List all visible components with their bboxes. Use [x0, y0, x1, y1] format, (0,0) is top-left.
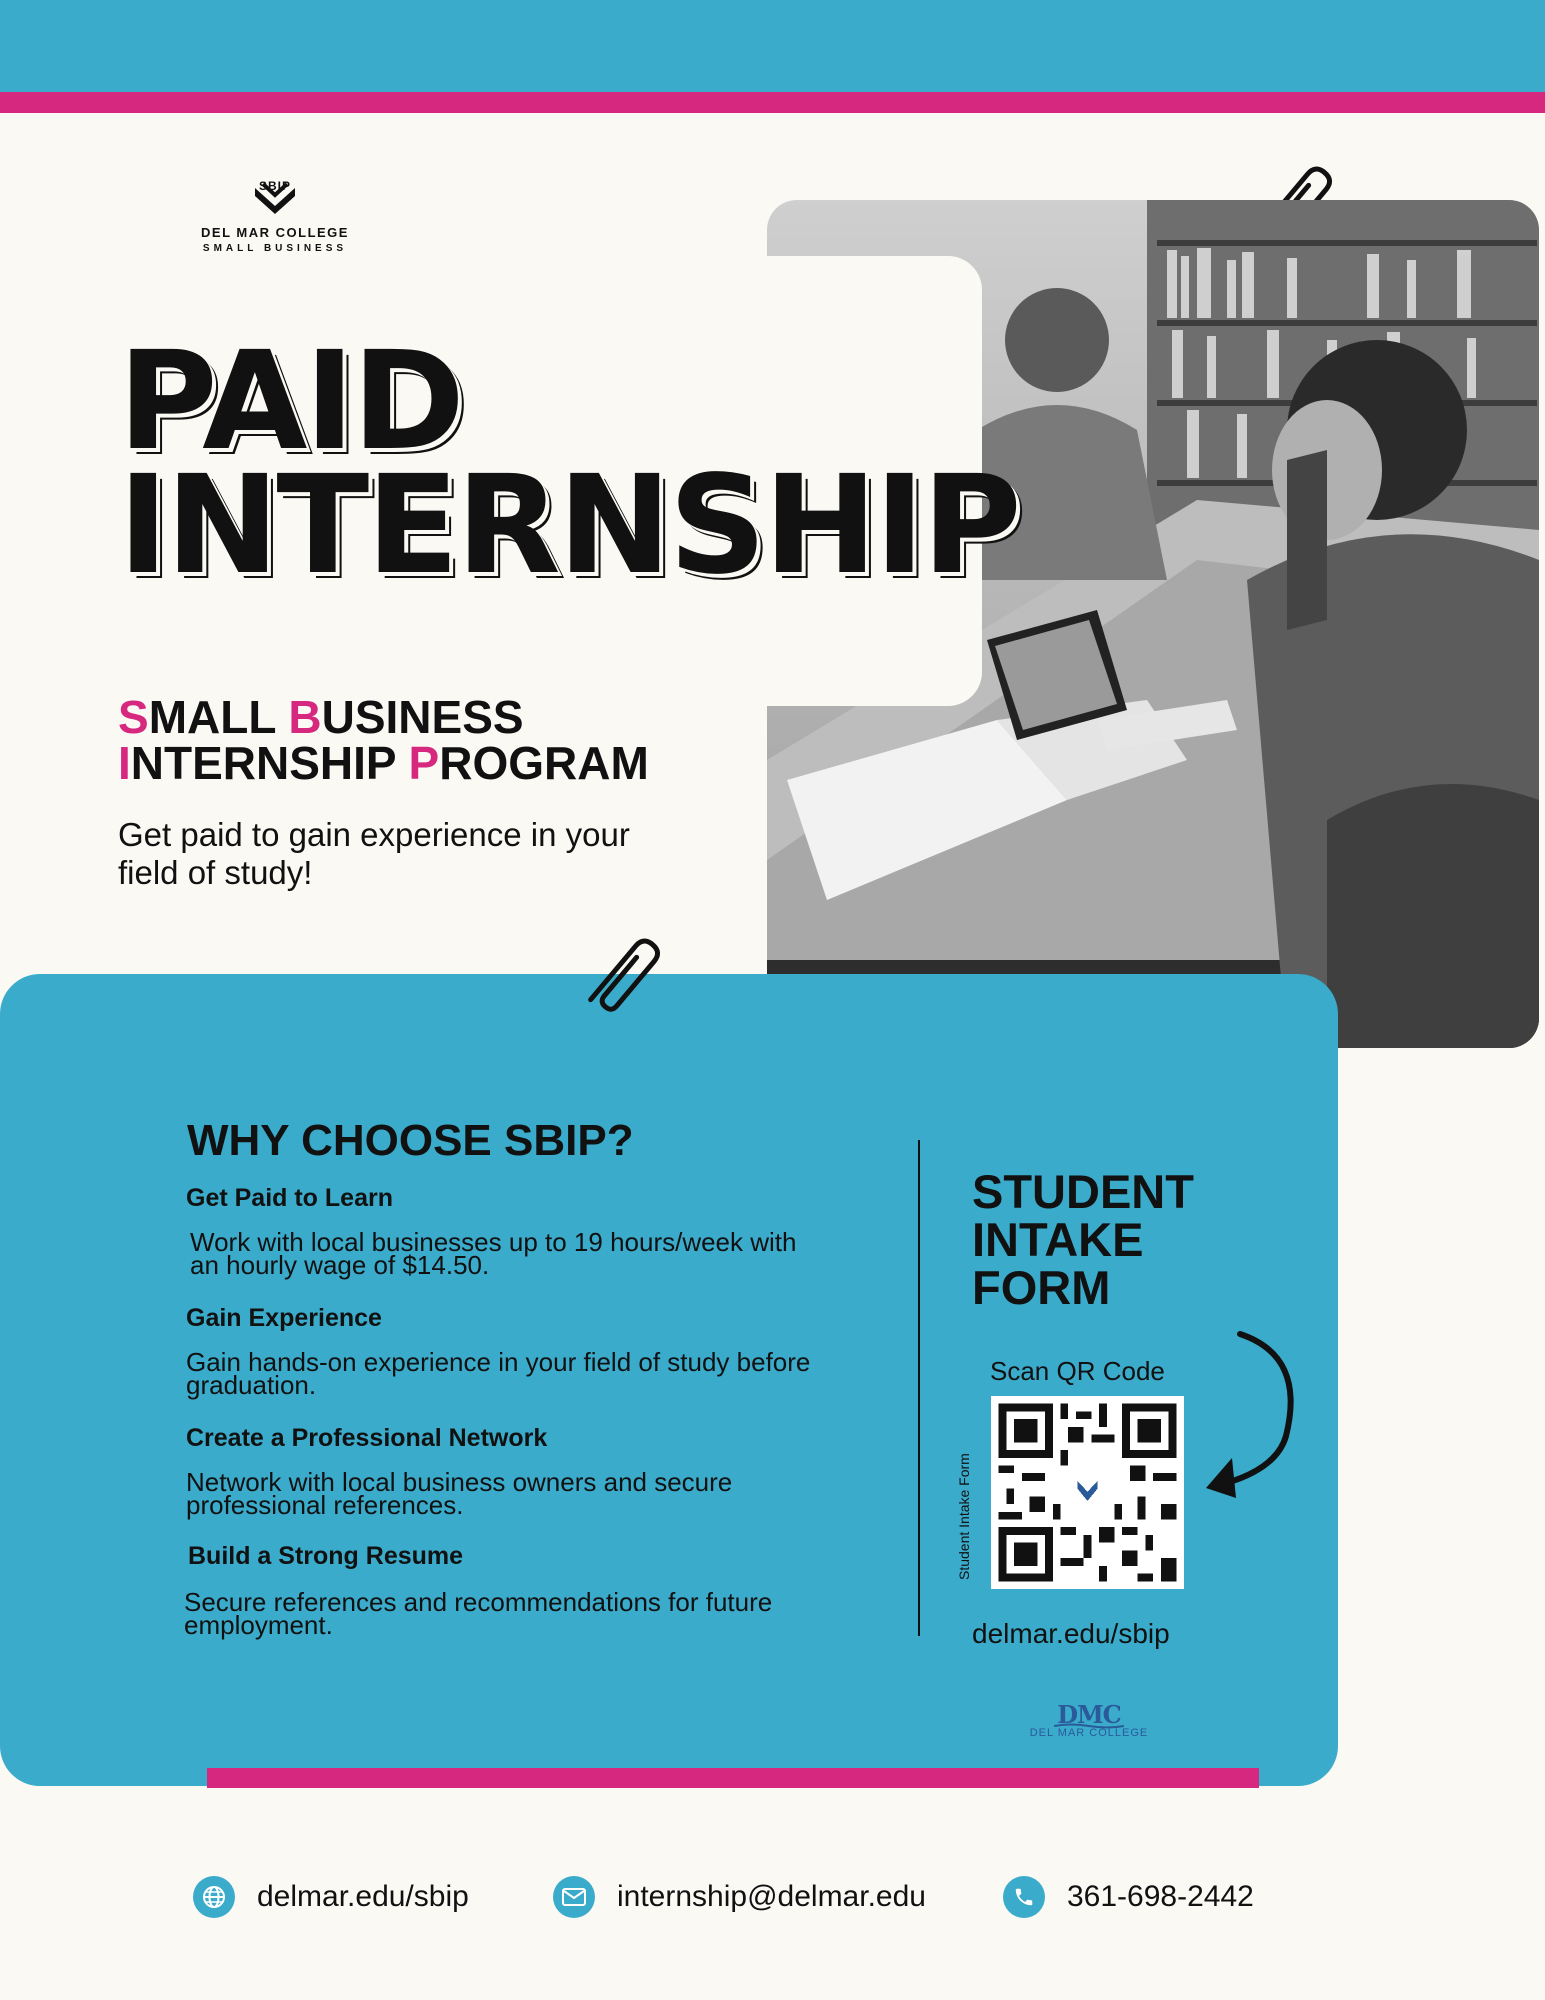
dmc-logo: [1024, 1700, 1154, 1739]
contact-web[interactable]: [193, 1876, 469, 1918]
contact-email[interactable]: [553, 1876, 926, 1918]
feature-desc: Secure references and recommendations for future employment.: [184, 1587, 773, 1640]
word-mall: MALL: [148, 691, 289, 743]
feature-desc: Gain hands-on experience in your field of study before graduation.: [186, 1347, 811, 1400]
contact-phone-text[interactable]: 361-698-2442: [1067, 1880, 1254, 1913]
intake-form-title: [972, 1165, 1194, 1314]
scan-qr-label: Scan QR Code: [990, 1356, 1165, 1386]
dmc-mark: DMC: [1057, 1700, 1121, 1729]
feature-item: [184, 1542, 824, 1640]
tagline: Get paid to gain experience in your field of study!: [118, 816, 630, 891]
phone-icon: [1003, 1876, 1045, 1918]
qr-side-label: Student Intake Form: [956, 1453, 972, 1580]
top-pink-stripe: [0, 92, 1545, 113]
word-usiness: USINESS: [321, 691, 524, 743]
feature-item: [186, 1424, 826, 1520]
globe-icon: [193, 1876, 235, 1918]
envelope-icon: [553, 1876, 595, 1918]
word-rogram: ROGRAM: [439, 737, 649, 789]
logo-line-2: SMALL BUSINESS: [202, 243, 348, 254]
headline-line-2: INTERNSHIP: [118, 447, 1019, 605]
intake-title-line-3: FORM: [972, 1261, 1111, 1314]
paperclip-icon-2: [578, 922, 668, 1022]
initial-s: S: [118, 691, 149, 743]
contact-phone[interactable]: [1003, 1876, 1254, 1918]
feature-desc: Network with local business owners and secure professional references.: [186, 1467, 733, 1520]
why-choose-title: WHY CHOOSE SBIP?: [187, 1116, 634, 1165]
initial-p: P: [408, 737, 440, 789]
feature-title: Create a Professional Network: [186, 1424, 548, 1452]
feature-item: [186, 1184, 830, 1280]
contact-email-text[interactable]: internship@delmar.edu: [617, 1880, 926, 1913]
dmc-name: DEL MAR COLLEGE: [1029, 1727, 1149, 1739]
program-subheading: [118, 691, 649, 789]
feature-item: [186, 1304, 826, 1400]
feature-desc: Work with local businesses up to 19 hours/week with an hourly wage of $14.50.: [190, 1227, 797, 1280]
initial-i: I: [118, 737, 131, 789]
sbip-logo: [170, 180, 380, 268]
feature-title: Get Paid to Learn: [186, 1184, 393, 1212]
top-color-band: [0, 0, 1545, 94]
headline-line-1: PAID: [118, 323, 462, 481]
intake-title-line-2: INTAKE: [972, 1213, 1144, 1266]
feature-title: Gain Experience: [186, 1304, 382, 1332]
qr-code-icon: [991, 1396, 1184, 1589]
contact-web-text[interactable]: delmar.edu/sbip: [257, 1880, 469, 1913]
initial-b: B: [288, 691, 322, 743]
bottom-pink-stripe: [207, 1768, 1259, 1788]
feature-title: Build a Strong Resume: [188, 1542, 464, 1570]
word-nternship: NTERNSHIP: [130, 737, 409, 789]
logo-line-1: DEL MAR COLLEGE: [201, 225, 349, 240]
curved-arrow-icon: [1196, 1326, 1306, 1506]
qr-url-link[interactable]: delmar.edu/sbip: [972, 1618, 1170, 1649]
vertical-divider: [918, 1140, 920, 1636]
headline: [118, 323, 1019, 605]
qr-code[interactable]: [991, 1396, 1184, 1589]
intake-title-line-1: STUDENT: [972, 1165, 1194, 1218]
logo-badge: SBIP: [258, 179, 291, 193]
